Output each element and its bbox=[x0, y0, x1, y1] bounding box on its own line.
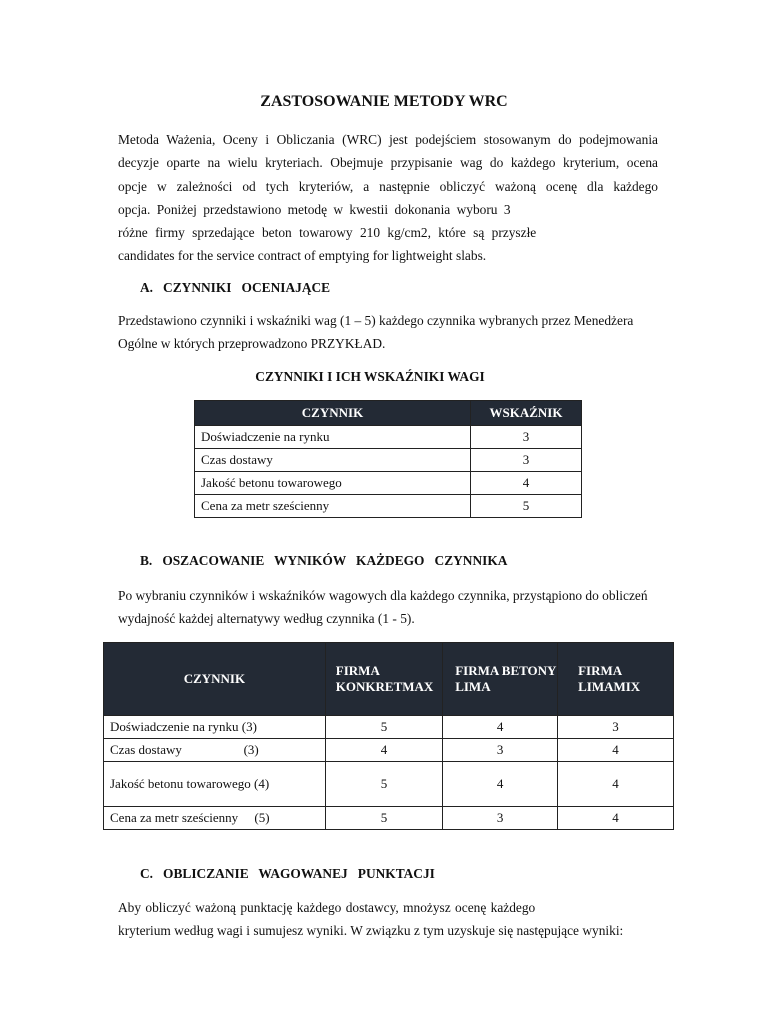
table-header-row bbox=[104, 643, 674, 716]
section-a-line: Przedstawiono czynniki i wskaźniki wag (1 – 5) każdego czynnika wybranych przez Menedżera bbox=[118, 313, 634, 328]
header-firm-betony-lima: FIRMA BETONY LIMA bbox=[443, 643, 558, 716]
scores-table bbox=[103, 642, 674, 830]
weight-cell: 3 bbox=[471, 449, 582, 472]
intro-line: różne firmy sprzedające beton towarowy 210 kg/cm2, które są przyszłe bbox=[118, 225, 537, 241]
header-firm-limamix: FIRMA LIMAMIX bbox=[558, 643, 674, 716]
weight-cell: 3 bbox=[471, 426, 582, 449]
weight-cell: 4 bbox=[471, 472, 582, 495]
section-b-heading: B. OSZACOWANIE WYNIKÓW KAŻDEGO CZYNNIKA bbox=[140, 553, 508, 568]
header-factor: CZYNNIK bbox=[104, 643, 326, 716]
factor-cell: Cena za metr sześcienny (5) bbox=[104, 807, 326, 830]
table-row bbox=[104, 716, 674, 739]
table-header-row bbox=[195, 401, 582, 426]
document-title: ZASTOSOWANIE METODY WRC bbox=[260, 93, 508, 110]
header-firm-konkretmax: FIRMA KONKRETMAX bbox=[325, 643, 442, 716]
score-cell: 4 bbox=[558, 739, 674, 762]
section-b-paragraph bbox=[118, 584, 658, 631]
intro-paragraph bbox=[118, 128, 658, 268]
intro-line: candidates for the service contract of emptying for lightweight slabs. bbox=[118, 248, 487, 264]
factor-cell: Doświadczenie na rynku (3) bbox=[104, 716, 326, 739]
score-cell: 4 bbox=[443, 716, 558, 739]
score-cell: 4 bbox=[443, 762, 558, 807]
factor-cell: Jakość betonu towarowego (4) bbox=[104, 762, 326, 807]
intro-line: decyzje oparte na wielu kryteriach. Obejmuje przypisanie wag do każdego kryterium, ocena bbox=[118, 155, 658, 171]
header-factor: CZYNNIK bbox=[195, 401, 471, 426]
table-row bbox=[195, 472, 582, 495]
factor-cell: Doświadczenie na rynku bbox=[195, 426, 471, 449]
intro-line: opcja. Poniżej przedstawiono metodę w kwestii dokonania wyboru 3 bbox=[118, 201, 511, 217]
score-cell: 4 bbox=[558, 762, 674, 807]
section-c-line: Aby obliczyć ważoną punktację każdego dostawcy, mnożysz ocenę każdego bbox=[118, 900, 536, 915]
factor-cell: Czas dostawy (3) bbox=[104, 739, 326, 762]
factor-cell: Czas dostawy bbox=[195, 449, 471, 472]
score-cell: 4 bbox=[558, 807, 674, 830]
section-a-line: Ogólne w których przeprowadzono PRZYKŁAD. bbox=[118, 336, 386, 352]
score-cell: 5 bbox=[325, 762, 442, 807]
section-a-heading: A. CZYNNIKI OCENIAJĄCE bbox=[140, 280, 331, 295]
section-c-heading: C. OBLICZANIE WAGOWANEJ PUNKTACJI bbox=[140, 866, 435, 881]
table-row bbox=[195, 426, 582, 449]
weights-table-caption: CZYNNIKI I ICH WSKAŹNIKI WAGI bbox=[255, 369, 485, 384]
factor-cell: Cena za metr sześcienny bbox=[195, 495, 471, 518]
table-row bbox=[104, 739, 674, 762]
table-row bbox=[195, 449, 582, 472]
factor-cell: Jakość betonu towarowego bbox=[195, 472, 471, 495]
score-cell: 3 bbox=[443, 807, 558, 830]
weights-table bbox=[194, 400, 582, 518]
table-row bbox=[104, 807, 674, 830]
header-weight: WSKAŹNIK bbox=[471, 401, 582, 426]
weight-cell: 5 bbox=[471, 495, 582, 518]
score-cell: 3 bbox=[558, 716, 674, 739]
score-cell: 5 bbox=[325, 716, 442, 739]
section-c-paragraph bbox=[118, 896, 658, 943]
section-b-line: wydajność każdej alternatywy według czynnika (1 - 5). bbox=[118, 611, 415, 627]
table-row bbox=[104, 762, 674, 807]
intro-line: opcje w zależności od tych kryteriów, a następnie obliczyć ważoną ocenę dla każdego bbox=[118, 178, 658, 194]
section-a-paragraph bbox=[118, 309, 658, 356]
score-cell: 5 bbox=[325, 807, 442, 830]
section-c-line: kryterium według wagi i sumujesz wyniki. W związku z tym uzyskuje się następujące wyniki: bbox=[118, 923, 624, 939]
section-b-line: Po wybraniu czynników i wskaźników wagowych dla każdego czynnika, przystąpiono do obliczeń bbox=[118, 588, 648, 603]
score-cell: 3 bbox=[443, 739, 558, 762]
score-cell: 4 bbox=[325, 739, 442, 762]
intro-line: Metoda Ważenia, Oceny i Obliczania (WRC) jest podejściem stosowanym do podejmowania bbox=[118, 132, 658, 147]
table-row bbox=[195, 495, 582, 518]
